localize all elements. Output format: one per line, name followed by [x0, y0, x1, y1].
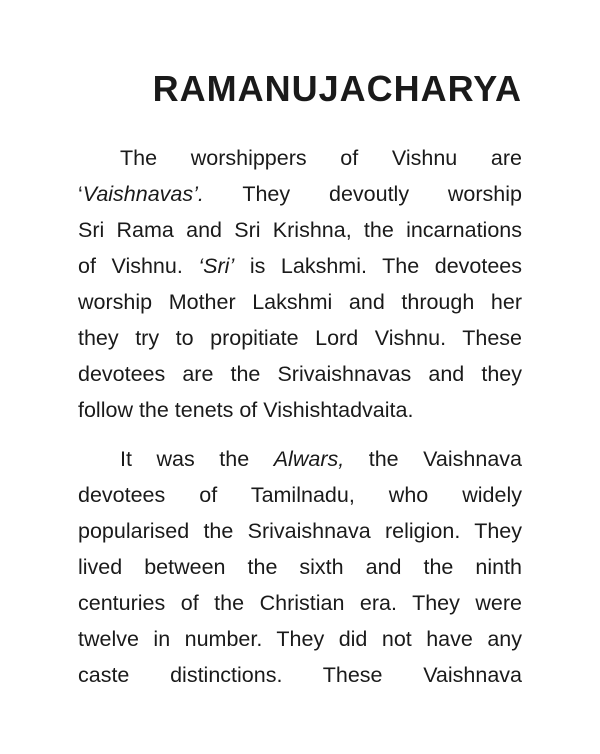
- text-fragment: ‘: [78, 182, 83, 206]
- text-fragment: of Vishnu.: [78, 254, 199, 278]
- text-line: they try to propitiate Lord Vishnu. These: [78, 326, 522, 350]
- italic-term: Vaishnavas’.: [82, 182, 204, 206]
- text-line: The worshippers of Vishnu are: [120, 146, 522, 170]
- paragraph-1: [78, 140, 522, 428]
- italic-term: Alwars,: [273, 447, 345, 471]
- text-fragment: It was the: [120, 447, 274, 471]
- text-line: worship Mother Lakshmi and through her: [78, 290, 522, 314]
- text-line: caste distinctions. These Vaishnava: [78, 663, 522, 687]
- text-line: lived between the sixth and the ninth: [78, 555, 522, 579]
- text-line: devotees of Tamilnadu, who widely: [78, 483, 522, 507]
- text-line: follow the tenets of Vishishtadvaita.: [78, 398, 414, 422]
- text-line: twelve in number. They did not have any: [78, 627, 522, 651]
- text-line: popularised the Srivaishnava religion. They: [78, 519, 522, 543]
- text-line: centuries of the Christian era. They were: [78, 591, 522, 615]
- text-line: Sri Rama and Sri Krishna, the incarnations: [78, 218, 522, 242]
- text-fragment: the Vaishnava: [344, 447, 522, 471]
- text-fragment: They devoutly worship: [203, 182, 522, 206]
- paragraph-2: [78, 441, 522, 693]
- text-line: [78, 176, 522, 212]
- page-title: RAMANUJACHARYA: [152, 68, 522, 109]
- text-line: devotees are the Srivaishnavas and they: [78, 362, 522, 386]
- text-fragment: is Lakshmi. The devotees: [234, 254, 523, 278]
- text-line: [78, 248, 522, 284]
- italic-term: ‘Sri’: [198, 254, 235, 278]
- text-line: [78, 441, 522, 477]
